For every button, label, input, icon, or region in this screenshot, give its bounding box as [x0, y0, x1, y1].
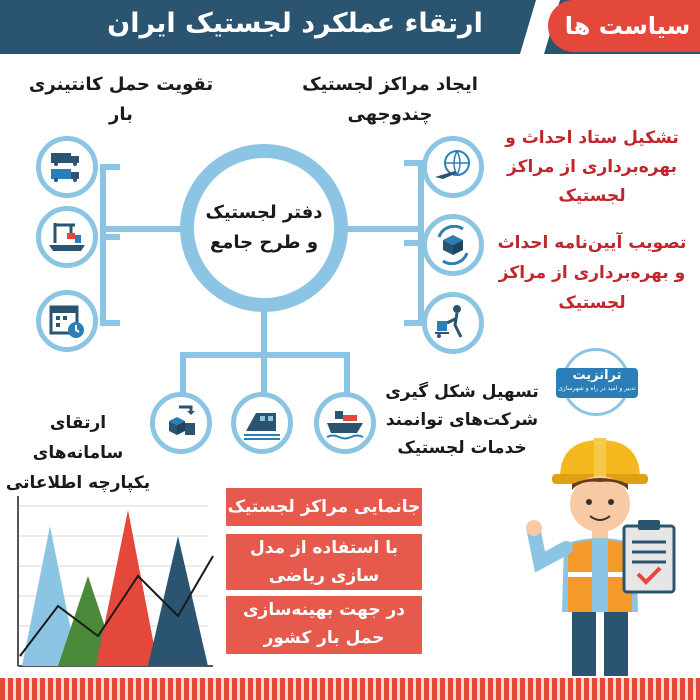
left-top-line1: تقویت حمل کانتینری — [28, 74, 214, 95]
right-item2-line2: و بهره‌برداری از مراکز — [498, 263, 686, 283]
right-item2-line1: تصویب آیین‌نامه احداث — [497, 233, 687, 253]
boxes-exchange-icon — [161, 403, 201, 443]
connector-left-center — [100, 226, 184, 232]
box-modeling-line1: با استفاده از مدل — [249, 538, 399, 558]
globe-circle — [422, 136, 484, 198]
logo-tagline: تدبیر و امید در راه و شهرسازی — [558, 385, 636, 392]
logo — [556, 368, 638, 398]
connector-right-3 — [404, 320, 424, 326]
bottom-left-label — [4, 408, 152, 498]
boxes-circle — [150, 392, 212, 454]
connector-bottom-3 — [344, 352, 350, 396]
box-cycle-icon — [433, 225, 473, 265]
center-line2: و طرح جامع — [209, 232, 319, 253]
connector-bottom-stem — [261, 308, 267, 356]
calendar-clock-icon — [47, 301, 87, 341]
right-item2-line3: لجستیک — [558, 293, 626, 313]
truck-icon — [47, 147, 87, 187]
left-top-label — [16, 70, 226, 130]
box-modeling — [226, 534, 422, 590]
bottom-left-line1: ارتقای سامانه‌های — [32, 413, 124, 463]
connector-bottom-1 — [180, 352, 186, 396]
train-icon — [242, 403, 282, 443]
box-optimization-line1: در جهت بهینه‌سازی — [242, 600, 406, 620]
right-item1-line1: تشکیل ستاد احداث و — [505, 128, 679, 148]
left-top-line2: بار — [109, 104, 133, 125]
box-siting — [226, 488, 422, 526]
bottom-right-line3: خدمات لجستیک — [397, 438, 527, 458]
header-badge-label: سیاست ها — [564, 12, 691, 40]
hand-truck-icon — [433, 303, 473, 343]
connector-right-center — [344, 226, 424, 232]
train-circle — [231, 392, 293, 454]
box-optimization — [226, 596, 422, 654]
ship-circle — [314, 392, 376, 454]
truck-circle — [36, 136, 98, 198]
connector-bottom-2 — [261, 352, 267, 396]
bottom-right-line1: تسهیل شکل گیری — [385, 382, 539, 402]
right-item1-line3: لجستیک — [558, 186, 626, 206]
connector-right-1 — [404, 160, 424, 166]
connector-left-1 — [100, 164, 120, 170]
calendar-circle — [36, 290, 98, 352]
connector-right-2 — [404, 240, 424, 246]
connector-left-2 — [100, 234, 120, 240]
box-modeling-line2: سازی ریاضی — [268, 566, 380, 586]
hand-truck-circle — [422, 292, 484, 354]
bottom-left-line2: یکپارچه اطلاعاتی — [5, 473, 151, 493]
connector-left-trunk — [100, 164, 106, 326]
worker-icon — [520, 432, 680, 682]
ship-icon — [325, 403, 365, 443]
right-top-line1: ایجاد مراکز لجستیک — [302, 74, 478, 95]
crane-circle — [36, 206, 98, 268]
logo-name: ترانزیت — [572, 368, 622, 383]
right-item1-line2: بهره‌برداری از مراکز — [507, 157, 677, 177]
box-optimization-line2: حمل بار کشور — [263, 628, 385, 648]
crane-port-icon — [47, 217, 87, 257]
box-cycle-circle — [422, 214, 484, 276]
mountain-chart-icon — [8, 486, 218, 676]
right-item1-label — [486, 124, 698, 211]
bottom-right-line2: شرکت‌های توانمند — [385, 410, 539, 430]
right-top-line2: چندوجهی — [347, 104, 433, 125]
center-line1: دفتر لجستیک — [205, 202, 323, 223]
center-label — [190, 198, 338, 268]
footer-stripe — [0, 678, 700, 700]
globe-plane-icon — [433, 147, 473, 187]
right-item2-label — [486, 228, 698, 318]
box-siting-label: جانمایی مراکز لجستیک — [227, 497, 421, 517]
page-title: ارتقاء عملکرد لجستیک ایران — [107, 8, 483, 39]
right-top-label — [280, 70, 500, 130]
connector-left-3 — [100, 320, 120, 326]
